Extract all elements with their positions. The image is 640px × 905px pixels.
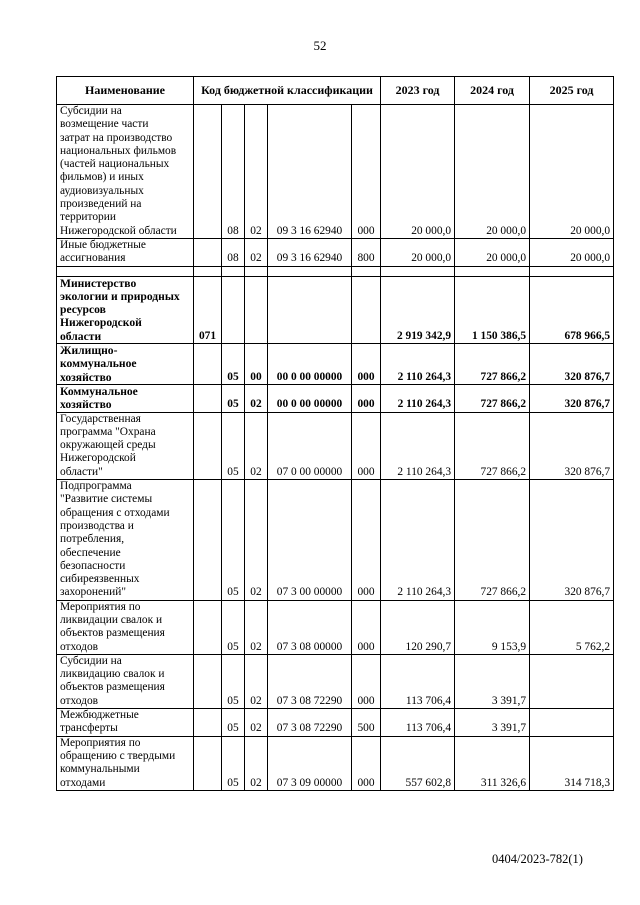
header-2024: 2024 год xyxy=(455,77,530,105)
amount-2023: 113 706,4 xyxy=(381,709,455,737)
section-code: 05 xyxy=(222,412,245,479)
amount-2025: 20 000,0 xyxy=(530,105,614,239)
header-2025: 2025 год xyxy=(530,77,614,105)
row-name: Коммунальное хозяйство xyxy=(57,384,194,412)
target-article-code: 00 0 00 00000 xyxy=(268,384,352,412)
subsection-code: 02 xyxy=(245,600,268,654)
ministry-code xyxy=(194,709,222,737)
expense-type-code xyxy=(352,276,381,343)
expense-type-code: 000 xyxy=(352,736,381,790)
amount-2023: 557 602,8 xyxy=(381,736,455,790)
amount-2024: 20 000,0 xyxy=(455,238,530,266)
amount-2023: 113 706,4 xyxy=(381,654,455,708)
expense-type-code: 800 xyxy=(352,238,381,266)
document-code: 0404/2023-782(1) xyxy=(492,852,583,866)
target-article-code: 09 3 16 62940 xyxy=(268,238,352,266)
row-name: Межбюджетные трансферты xyxy=(57,709,194,737)
header-budget-code: Код бюджетной классификации xyxy=(194,77,381,105)
subsection-code: 00 xyxy=(245,344,268,385)
target-article-code: 07 3 08 00000 xyxy=(268,600,352,654)
row-name: Иные бюджетные ассигнования xyxy=(57,238,194,266)
header-name: Наименование xyxy=(57,77,194,105)
ministry-code xyxy=(194,384,222,412)
spacer-cell xyxy=(57,266,194,276)
expense-type-code: 000 xyxy=(352,412,381,479)
subsection-code: 02 xyxy=(245,105,268,239)
row-name: Мероприятия по обращению с твердыми коммунальными отходами xyxy=(57,736,194,790)
subsection-code: 02 xyxy=(245,480,268,601)
spacer-cell xyxy=(194,266,222,276)
row-name: Жилищно- коммунальное хозяйство xyxy=(57,344,194,385)
spacer-cell xyxy=(222,266,245,276)
target-article-code: 00 0 00 00000 xyxy=(268,344,352,385)
spacer-cell xyxy=(381,266,455,276)
amount-2025: 5 762,2 xyxy=(530,600,614,654)
section-code: 05 xyxy=(222,384,245,412)
amount-2024: 727 866,2 xyxy=(455,384,530,412)
amount-2025: 20 000,0 xyxy=(530,238,614,266)
spacer-row xyxy=(57,266,614,276)
amount-2025 xyxy=(530,654,614,708)
ministry-code xyxy=(194,654,222,708)
amount-2024: 3 391,7 xyxy=(455,654,530,708)
table-row xyxy=(57,709,614,737)
amount-2024: 727 866,2 xyxy=(455,412,530,479)
amount-2023: 2 110 264,3 xyxy=(381,384,455,412)
table-row xyxy=(57,600,614,654)
ministry-code xyxy=(194,480,222,601)
spacer-cell xyxy=(530,266,614,276)
section-code: 05 xyxy=(222,600,245,654)
section-code: 05 xyxy=(222,736,245,790)
amount-2024: 1 150 386,5 xyxy=(455,276,530,343)
ministry-code xyxy=(194,736,222,790)
expense-type-code: 000 xyxy=(352,600,381,654)
expense-type-code: 000 xyxy=(352,384,381,412)
amount-2024: 20 000,0 xyxy=(455,105,530,239)
amount-2024: 3 391,7 xyxy=(455,709,530,737)
amount-2023: 2 110 264,3 xyxy=(381,344,455,385)
spacer-cell xyxy=(455,266,530,276)
subsection-code: 02 xyxy=(245,238,268,266)
table-body xyxy=(57,105,614,791)
subsection-code xyxy=(245,276,268,343)
subsection-code: 02 xyxy=(245,654,268,708)
section-code: 05 xyxy=(222,709,245,737)
ministry-code xyxy=(194,105,222,239)
target-article-code: 07 3 08 72290 xyxy=(268,654,352,708)
section-code: 05 xyxy=(222,654,245,708)
table-row xyxy=(57,654,614,708)
target-article-code: 07 3 09 00000 xyxy=(268,736,352,790)
page-number: 52 xyxy=(313,38,327,53)
row-name: Субсидии на ликвидацию свалок и объектов размещения отходов xyxy=(57,654,194,708)
section-code xyxy=(222,276,245,343)
target-article-code: 09 3 16 62940 xyxy=(268,105,352,239)
table-row xyxy=(57,412,614,479)
expense-type-code: 500 xyxy=(352,709,381,737)
spacer-cell xyxy=(268,266,352,276)
amount-2025: 678 966,5 xyxy=(530,276,614,343)
expense-type-code: 000 xyxy=(352,105,381,239)
amount-2024: 311 326,6 xyxy=(455,736,530,790)
expense-type-code: 000 xyxy=(352,344,381,385)
table-row xyxy=(57,105,614,239)
target-article-code xyxy=(268,276,352,343)
section-code: 05 xyxy=(222,344,245,385)
row-name: Государственная программа "Охрана окружающей среды Нижегородской области" xyxy=(57,412,194,479)
row-name: Мероприятия по ликвидации свалок и объектов размещения отходов xyxy=(57,600,194,654)
budget-table xyxy=(56,76,614,791)
amount-2023: 2 110 264,3 xyxy=(381,480,455,601)
amount-2025: 320 876,7 xyxy=(530,412,614,479)
subsection-code: 02 xyxy=(245,384,268,412)
amount-2025: 320 876,7 xyxy=(530,344,614,385)
table-header-row xyxy=(57,77,614,105)
ministry-code xyxy=(194,344,222,385)
ministry-code xyxy=(194,238,222,266)
amount-2023: 2 110 264,3 xyxy=(381,412,455,479)
table-row xyxy=(57,276,614,343)
row-name: Министерство экологии и природных ресурсов Нижегородской области xyxy=(57,276,194,343)
spacer-cell xyxy=(245,266,268,276)
section-code: 08 xyxy=(222,105,245,239)
amount-2025: 314 718,3 xyxy=(530,736,614,790)
amount-2025: 320 876,7 xyxy=(530,480,614,601)
ministry-code xyxy=(194,600,222,654)
target-article-code: 07 0 00 00000 xyxy=(268,412,352,479)
table-row xyxy=(57,480,614,601)
amount-2024: 727 866,2 xyxy=(455,480,530,601)
amount-2023: 2 919 342,9 xyxy=(381,276,455,343)
section-code: 08 xyxy=(222,238,245,266)
subsection-code: 02 xyxy=(245,709,268,737)
ministry-code: 071 xyxy=(194,276,222,343)
amount-2023: 120 290,7 xyxy=(381,600,455,654)
header-2023: 2023 год xyxy=(381,77,455,105)
ministry-code xyxy=(194,412,222,479)
amount-2025: 320 876,7 xyxy=(530,384,614,412)
amount-2023: 20 000,0 xyxy=(381,238,455,266)
spacer-cell xyxy=(352,266,381,276)
table-row xyxy=(57,344,614,385)
table-row xyxy=(57,238,614,266)
table-row xyxy=(57,384,614,412)
table-row xyxy=(57,736,614,790)
target-article-code: 07 3 00 00000 xyxy=(268,480,352,601)
amount-2023: 20 000,0 xyxy=(381,105,455,239)
section-code: 05 xyxy=(222,480,245,601)
row-name: Подпрограмма "Развитие системы обращения с отходами производства и потребления, обеспечение безопасности сибиреязвенных захоронений" xyxy=(57,480,194,601)
subsection-code: 02 xyxy=(245,736,268,790)
amount-2025 xyxy=(530,709,614,737)
subsection-code: 02 xyxy=(245,412,268,479)
row-name: Субсидии на возмещение части затрат на производство национальных фильмов (частей национальных фильмов) и иных аудиовизуальных произведений на территории Нижегородской области xyxy=(57,105,194,239)
expense-type-code: 000 xyxy=(352,654,381,708)
amount-2024: 9 153,9 xyxy=(455,600,530,654)
target-article-code: 07 3 08 72290 xyxy=(268,709,352,737)
expense-type-code: 000 xyxy=(352,480,381,601)
amount-2024: 727 866,2 xyxy=(455,344,530,385)
